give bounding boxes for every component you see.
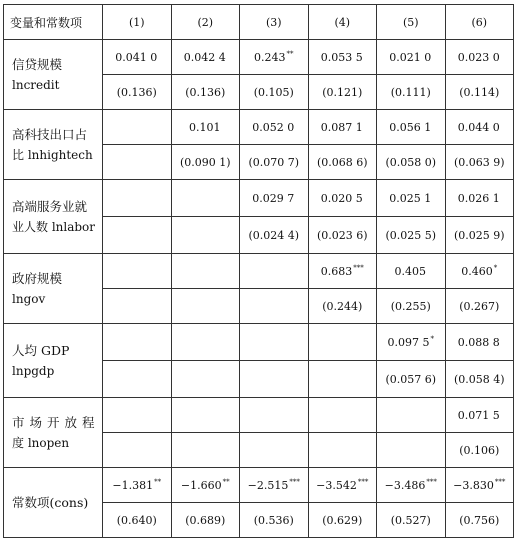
- table-row-coef: [4, 398, 514, 433]
- header-col-3: (3): [240, 5, 309, 40]
- standard-error-cell: [103, 217, 172, 254]
- coefficient-value: 0.026 1: [457, 192, 500, 205]
- coefficient-cell: [308, 110, 377, 145]
- coefficient-cell: [103, 324, 172, 361]
- coefficient-cell: [171, 40, 240, 75]
- coefficient-cell: [445, 110, 514, 145]
- coefficient-cell: [240, 468, 309, 503]
- coefficient-cell: [171, 180, 240, 217]
- variable-code: 业人数 lnlabor: [12, 219, 96, 234]
- coefficient-cell: [377, 398, 446, 433]
- variable-code: 比 lnhightech: [12, 147, 93, 162]
- coefficient-cell: [240, 324, 309, 361]
- significance-stars: **: [286, 50, 294, 58]
- standard-error-cell: (0.527): [377, 503, 446, 538]
- standard-error-cell: (0.689): [171, 503, 240, 538]
- coefficient-cell: [445, 324, 514, 361]
- coefficient-value: 0.021 0: [389, 51, 432, 64]
- coefficient-value: 0.056 1: [389, 121, 432, 134]
- coefficient-cell: [240, 254, 309, 289]
- significance-stars: ***: [357, 478, 369, 486]
- coefficient-cell: [308, 40, 377, 75]
- coefficient-cell: [171, 324, 240, 361]
- coefficient-value: 0.071 5: [457, 409, 500, 422]
- coefficient-cell: [103, 40, 172, 75]
- coefficient-value: 0.088 8: [457, 336, 500, 349]
- variable-label-cell: [4, 180, 103, 254]
- coefficient-cell: [171, 254, 240, 289]
- standard-error-cell: (0.121): [308, 75, 377, 110]
- variable-code: lngov: [12, 291, 46, 306]
- significance-stars: ***: [353, 264, 364, 272]
- standard-error-cell: (0.756): [445, 503, 514, 538]
- variable-name: 人均 GDP: [12, 342, 70, 358]
- coefficient-cell: [377, 180, 446, 217]
- coefficient-cell: [103, 398, 172, 433]
- standard-error-cell: [308, 433, 377, 468]
- coefficient-cell: [308, 180, 377, 217]
- coefficient-value: 0.101: [189, 121, 221, 134]
- coefficient-cell: [377, 324, 446, 361]
- variable-label-cell: [4, 110, 103, 180]
- regression-table-container: [3, 4, 513, 538]
- coefficient-value: 0.044 0: [457, 121, 500, 134]
- variable-code: lnpgdp: [12, 363, 55, 378]
- coefficient-cell: [171, 468, 240, 503]
- standard-error-cell: [171, 361, 240, 398]
- variable-label-cell: [4, 468, 103, 538]
- variable-name: 高科技出口占: [12, 126, 88, 142]
- table-row-coef: [4, 254, 514, 289]
- standard-error-cell: [103, 361, 172, 398]
- variable-name: 信贷规模: [12, 56, 63, 72]
- standard-error-cell: [103, 289, 172, 324]
- standard-error-cell: (0.070 7): [240, 145, 309, 180]
- table-row-coef: [4, 40, 514, 75]
- variable-label-cell: [4, 40, 103, 110]
- coefficient-value: 0.405: [394, 265, 426, 278]
- standard-error-cell: (0.136): [103, 75, 172, 110]
- table-row-coef: [4, 324, 514, 361]
- standard-error-cell: (0.244): [308, 289, 377, 324]
- standard-error-cell: (0.063 9): [445, 145, 514, 180]
- standard-error-cell: (0.255): [377, 289, 446, 324]
- standard-error-cell: (0.068 6): [308, 145, 377, 180]
- standard-error-cell: (0.025 9): [445, 217, 514, 254]
- coefficient-value: 0.020 5: [320, 192, 363, 205]
- standard-error-cell: (0.640): [103, 503, 172, 538]
- coefficient-cell: [377, 254, 446, 289]
- coefficient-value: 0.025 1: [389, 192, 432, 205]
- coefficient-cell: [308, 324, 377, 361]
- standard-error-cell: [171, 433, 240, 468]
- significance-stars: ***: [494, 478, 506, 486]
- coefficient-value: 0.460: [461, 265, 493, 278]
- coefficient-value: 0.243: [254, 51, 286, 64]
- standard-error-cell: (0.629): [308, 503, 377, 538]
- coefficient-cell: [308, 468, 377, 503]
- significance-stars: **: [154, 478, 162, 486]
- standard-error-cell: (0.111): [377, 75, 446, 110]
- coefficient-value: −2.515: [247, 479, 289, 492]
- standard-error-cell: (0.105): [240, 75, 309, 110]
- header-col-2: (2): [171, 5, 240, 40]
- coefficient-cell: [308, 398, 377, 433]
- standard-error-cell: [171, 289, 240, 324]
- standard-error-cell: (0.090 1): [171, 145, 240, 180]
- variable-code: lncredit: [12, 77, 60, 92]
- coefficient-value: 0.087 1: [320, 121, 363, 134]
- standard-error-cell: [377, 433, 446, 468]
- variable-label-cell: [4, 324, 103, 398]
- coefficient-cell: [377, 468, 446, 503]
- standard-error-cell: (0.024 4): [240, 217, 309, 254]
- standard-error-cell: (0.023 6): [308, 217, 377, 254]
- coefficient-cell: [445, 398, 514, 433]
- standard-error-cell: (0.536): [240, 503, 309, 538]
- standard-error-cell: [240, 433, 309, 468]
- coefficient-cell: [103, 254, 172, 289]
- coefficient-cell: [308, 254, 377, 289]
- significance-stars: ***: [426, 478, 437, 486]
- standard-error-cell: (0.058 4): [445, 361, 514, 398]
- table-row-coef: [4, 468, 514, 503]
- coefficient-value: −3.830: [453, 479, 494, 492]
- standard-error-cell: (0.057 6): [377, 361, 446, 398]
- coefficient-value: 0.041 0: [115, 51, 158, 64]
- coefficient-value: −3.486: [384, 479, 426, 492]
- variable-code: 度 lnopen: [12, 435, 70, 450]
- standard-error-cell: (0.025 5): [377, 217, 446, 254]
- coefficient-value: −1.381: [112, 479, 154, 492]
- coefficient-value: 0.023 0: [457, 51, 500, 64]
- standard-error-cell: [240, 289, 309, 324]
- coefficient-value: 0.053 5: [320, 51, 363, 64]
- variable-name: 政府规模: [12, 270, 63, 286]
- variable-label-cell: [4, 398, 103, 468]
- coefficient-cell: [171, 110, 240, 145]
- coefficient-cell: [445, 468, 514, 503]
- significance-stars: *: [430, 335, 434, 343]
- significance-stars: *: [493, 264, 498, 272]
- coefficient-cell: [445, 254, 514, 289]
- variable-label-cell: [4, 254, 103, 324]
- coefficient-cell: [240, 180, 309, 217]
- standard-error-cell: [308, 361, 377, 398]
- coefficient-cell: [103, 110, 172, 145]
- header-col-5: (5): [377, 5, 446, 40]
- standard-error-cell: (0.058 0): [377, 145, 446, 180]
- standard-error-cell: [171, 217, 240, 254]
- table-body: [4, 40, 514, 538]
- header-row: [4, 5, 514, 40]
- standard-error-cell: [240, 361, 309, 398]
- coefficient-cell: [445, 40, 514, 75]
- variable-name: 常数项(cons): [12, 494, 89, 510]
- coefficient-cell: [103, 180, 172, 217]
- header-variable-label: 变量和常数项: [4, 5, 103, 40]
- header-col-1: (1): [103, 5, 172, 40]
- significance-stars: **: [222, 478, 230, 486]
- coefficient-value: 0.683: [320, 265, 353, 278]
- coefficient-value: 0.042 4: [183, 51, 226, 64]
- coefficient-cell: [240, 40, 309, 75]
- variable-name: 市场开放程: [12, 414, 100, 430]
- table-row-coef: [4, 180, 514, 217]
- standard-error-cell: [103, 433, 172, 468]
- coefficient-value: 0.052 0: [252, 121, 295, 134]
- regression-table: [3, 4, 514, 538]
- coefficient-value: −1.660: [180, 479, 222, 492]
- coefficient-value: −3.542: [316, 479, 357, 492]
- standard-error-cell: (0.267): [445, 289, 514, 324]
- standard-error-cell: (0.114): [445, 75, 514, 110]
- table-header: [4, 5, 514, 40]
- header-col-4: (4): [308, 5, 377, 40]
- coefficient-cell: [103, 468, 172, 503]
- standard-error-cell: [103, 145, 172, 180]
- variable-name: 高端服务业就: [12, 198, 88, 214]
- coefficient-cell: [377, 40, 446, 75]
- coefficient-cell: [445, 180, 514, 217]
- table-row-coef: [4, 110, 514, 145]
- standard-error-cell: (0.106): [445, 433, 514, 468]
- significance-stars: ***: [289, 478, 300, 486]
- standard-error-cell: (0.136): [171, 75, 240, 110]
- coefficient-value: 0.097 5: [387, 336, 430, 349]
- coefficient-cell: [377, 110, 446, 145]
- coefficient-cell: [171, 398, 240, 433]
- coefficient-cell: [240, 398, 309, 433]
- coefficient-value: 0.029 7: [252, 192, 295, 205]
- header-col-6: (6): [445, 5, 514, 40]
- coefficient-cell: [240, 110, 309, 145]
